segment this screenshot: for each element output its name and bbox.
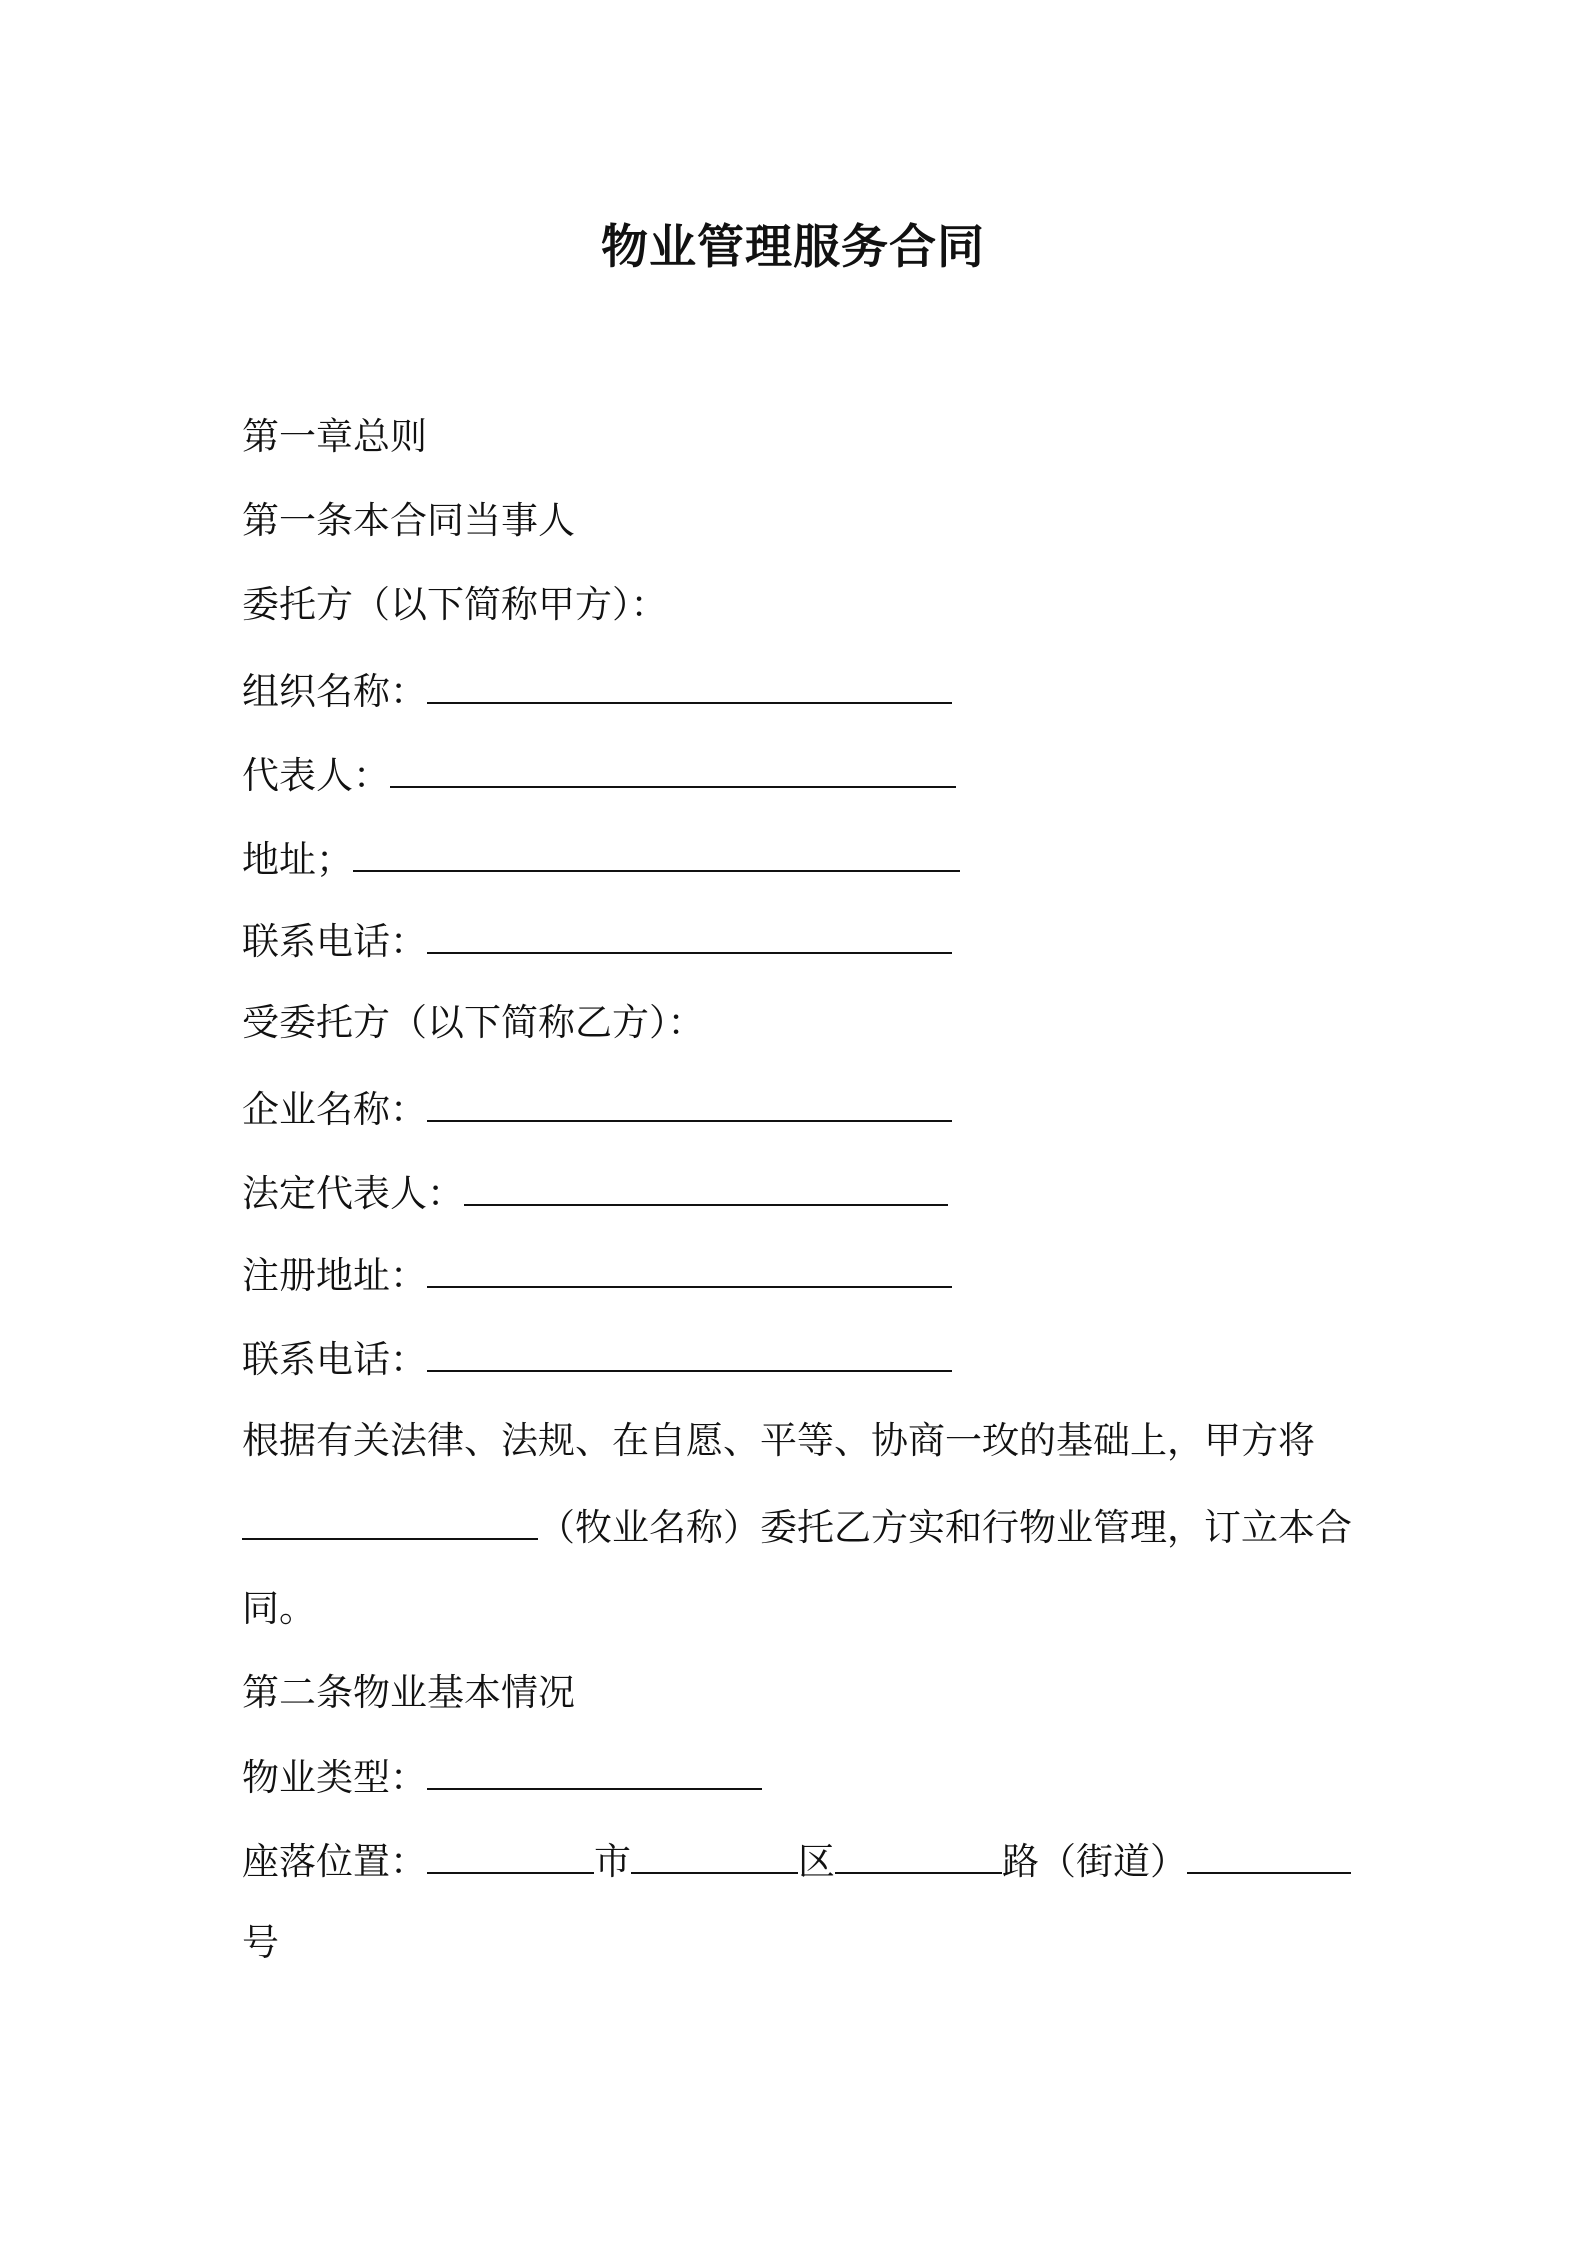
party-b-reg-address-row (242, 1248, 952, 1301)
party-a-org-name-field[interactable] (427, 664, 952, 704)
party-b-legal-rep-row (242, 1166, 948, 1219)
property-type-label: 物业类型： (242, 1756, 427, 1799)
property-name-field[interactable] (242, 1500, 538, 1540)
party-b-company-name-field[interactable] (427, 1082, 952, 1122)
basis-paragraph-line-2 (242, 1500, 1352, 1553)
party-b-reg-address-label: 注册地址： (242, 1254, 427, 1297)
location-city-field[interactable] (427, 1834, 594, 1874)
party-a-phone-row (242, 914, 952, 967)
party-a-heading: 委托方（以下简称甲方）： (242, 583, 668, 626)
party-a-rep-field[interactable] (390, 748, 956, 788)
chapter-heading: 第一章总则 (242, 415, 427, 458)
location-number-field[interactable] (1187, 1834, 1351, 1874)
party-b-phone-field[interactable] (427, 1332, 952, 1372)
location-road-field[interactable] (835, 1834, 1002, 1874)
article-2-heading: 第二条物业基本情况 (242, 1671, 575, 1714)
location-city-unit: 市 (594, 1840, 631, 1883)
article-1-heading: 第一条本合同当事人 (242, 499, 575, 542)
party-b-company-name-label: 企业名称： (242, 1088, 427, 1131)
party-b-legal-rep-label: 法定代表人： (242, 1172, 464, 1215)
party-a-address-row (242, 832, 960, 885)
party-a-org-name-row (242, 664, 952, 717)
location-row (242, 1834, 1351, 1887)
party-a-org-name-label: 组织名称： (242, 670, 427, 713)
location-road-unit: 路（街道） (1002, 1840, 1187, 1883)
party-b-legal-rep-field[interactable] (464, 1166, 948, 1206)
property-type-field[interactable] (427, 1750, 762, 1790)
location-label: 座落位置： (242, 1840, 427, 1883)
location-number-unit: 号 (242, 1921, 279, 1964)
location-district-field[interactable] (631, 1834, 798, 1874)
basis-line-2-text: （牧业名称）委托乙方实和行物业管理，订立本合 (538, 1506, 1352, 1549)
basis-paragraph-line-1: 根据有关法律、法规、在自愿、平等、协商一玫的基础上，甲方将 (242, 1419, 1315, 1462)
basis-paragraph-line-3: 同。 (242, 1587, 316, 1630)
location-district-unit: 区 (798, 1840, 835, 1883)
party-a-rep-row (242, 748, 956, 801)
party-b-reg-address-field[interactable] (427, 1248, 952, 1288)
party-b-phone-label: 联系电话： (242, 1338, 427, 1381)
property-type-row (242, 1750, 762, 1803)
party-a-address-label: 地址； (242, 838, 353, 881)
party-a-address-field[interactable] (353, 832, 960, 872)
party-b-company-name-row (242, 1082, 952, 1135)
contract-title: 物业管理服务合同 (601, 220, 985, 275)
party-a-phone-label: 联系电话： (242, 920, 427, 963)
party-a-phone-field[interactable] (427, 914, 952, 954)
party-b-phone-row (242, 1332, 952, 1385)
party-a-rep-label: 代表人： (242, 754, 390, 797)
party-b-heading: 受委托方（以下简称乙方）： (242, 1001, 705, 1044)
